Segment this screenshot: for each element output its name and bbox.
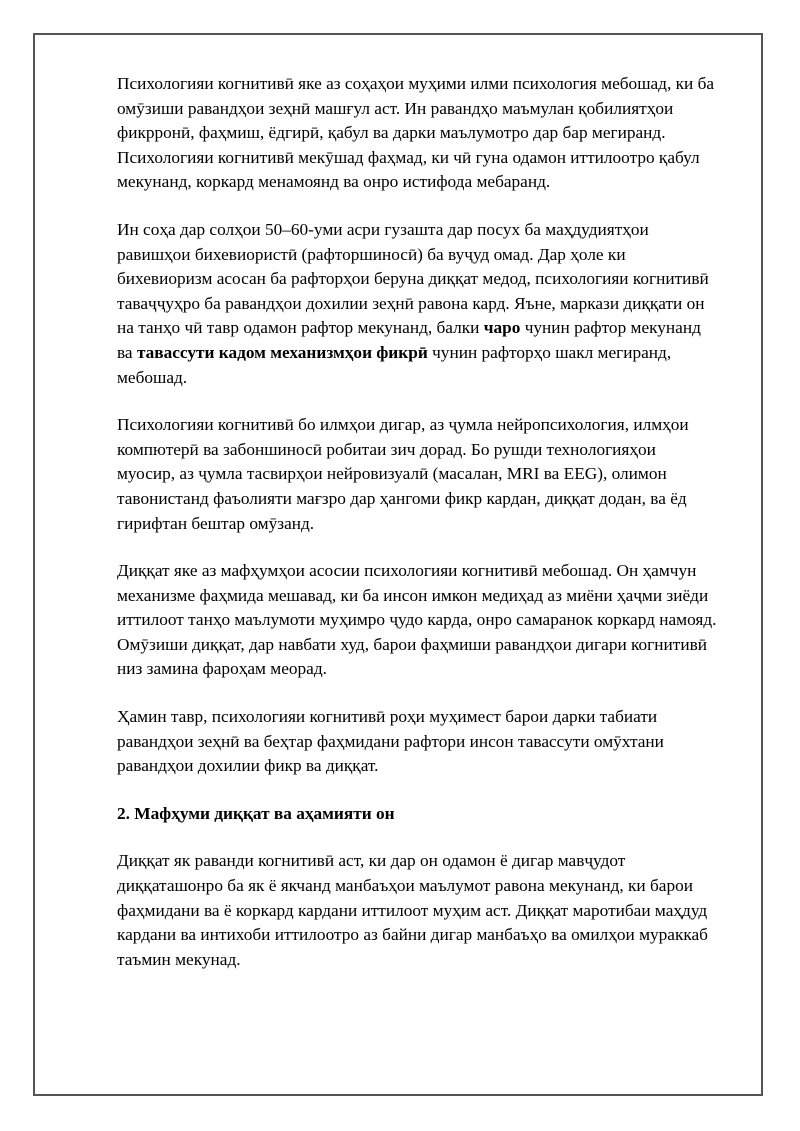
paragraph-history	[117, 218, 717, 390]
paragraph-conclusion: Ҳамин тавр, психологияи когнитивӣ роҳи муҳимест барои дарки табиати равандҳои зеҳнӣ ва беҳтар фаҳмидани рафтори инсон тавассути омӯхтани равандҳои дохилии фикр ва диққат.	[117, 707, 664, 776]
paragraph-attention-definition: Диққат як раванди когнитивӣ аст, ки дар он одамон ё дигар мавҷудот диққаташонро ба як ё якчанд манбаъҳои маълумот равона мекунанд, ки барои фаҳмидани ва ё коркард кардани иттилоот муҳим аст. Диққат маротибаи маҳдуд кардани ва интихоби иттилоотро аз байни дигар манбаъҳо ва омилҳои мураккаб таъмин мекунад.	[117, 851, 708, 969]
emphasis-why: чаро	[483, 318, 521, 338]
paragraph-history-text-1: Ин соҳа дар солҳои 50–60-уми асри гузашта дар посух ба маҳдудиятҳои равишҳои бихевиористӣ (рафторшиносӣ) ба вуҷуд омад. Дар ҳоле ки бихевиоризм асосан ба рафторҳои беруна диққат медод, психологияи когнитивӣ таваҷҷуҳро ба равандҳои дохилии зеҳнӣ равона кард. Яъне, маркази диққати он на танҳо чӣ тавр одамон рафтор мекунанд, балки	[117, 219, 709, 338]
paragraph-attention-concept: Диққат яке аз мафҳумҳои асосии психологияи когнитивӣ мебошад. Он ҳамчун механизме фаҳмида мешавад, ки ба инсон имкон медиҳад аз миёни ҳаҷми зиёди иттилоот танҳо маълумоти муҳимро ҷудо карда, онро самаранок коркард намояд. Омӯзиши диққат, дар навбати худ, барои фаҳмиши равандҳои дигари когнитивӣ низ замина фароҳам меорад.	[117, 561, 717, 679]
section-heading: 2. Мафҳуми диққат ва аҳамияти он	[117, 803, 395, 823]
paragraph-intro: Психологияи когнитивӣ яке аз соҳаҳои муҳими илми психология мебошад, ки ба омӯзиши равандҳои зеҳнӣ машғул аст. Ин равандҳо маъмулан қобилиятҳои фикрронӣ, фаҳмиш, ёдгирӣ, қабул ва дарки маълумотро дар бар мегиранд. Психологияи когнитивӣ мекӯшад фаҳмад, ки чӣ гуна одамон иттилоотро қабул мекунанд, коркард менамоянд ва онро истифода мебаранд.	[117, 74, 715, 192]
paragraph-related-sciences: Психологияи когнитивӣ бо илмҳои дигар, аз ҷумла нейропсихология, илмҳои компютерӣ ва забоншиносӣ робитаи зич дорад. Бо рушди технологияҳои муосир, аз ҷумла тасвирҳои нейровизуалӣ (масалан, MRI ва EEG), олимон тавонистанд фаъолияти мағзро дар ҳангоми фикр кардан, диққат додан, ва ёд гирифтан бештар омӯзанд.	[117, 415, 689, 533]
document-body	[117, 72, 717, 995]
paragraph-history-text-2: чунин рафтор мекунанд ва	[117, 318, 701, 362]
emphasis-mechanisms: тавассути кадом механизмҳои фикрӣ	[136, 342, 428, 362]
paragraph-history-text-3: чунин рафторҳо шакл мегиранд, мебошад.	[117, 342, 672, 387]
